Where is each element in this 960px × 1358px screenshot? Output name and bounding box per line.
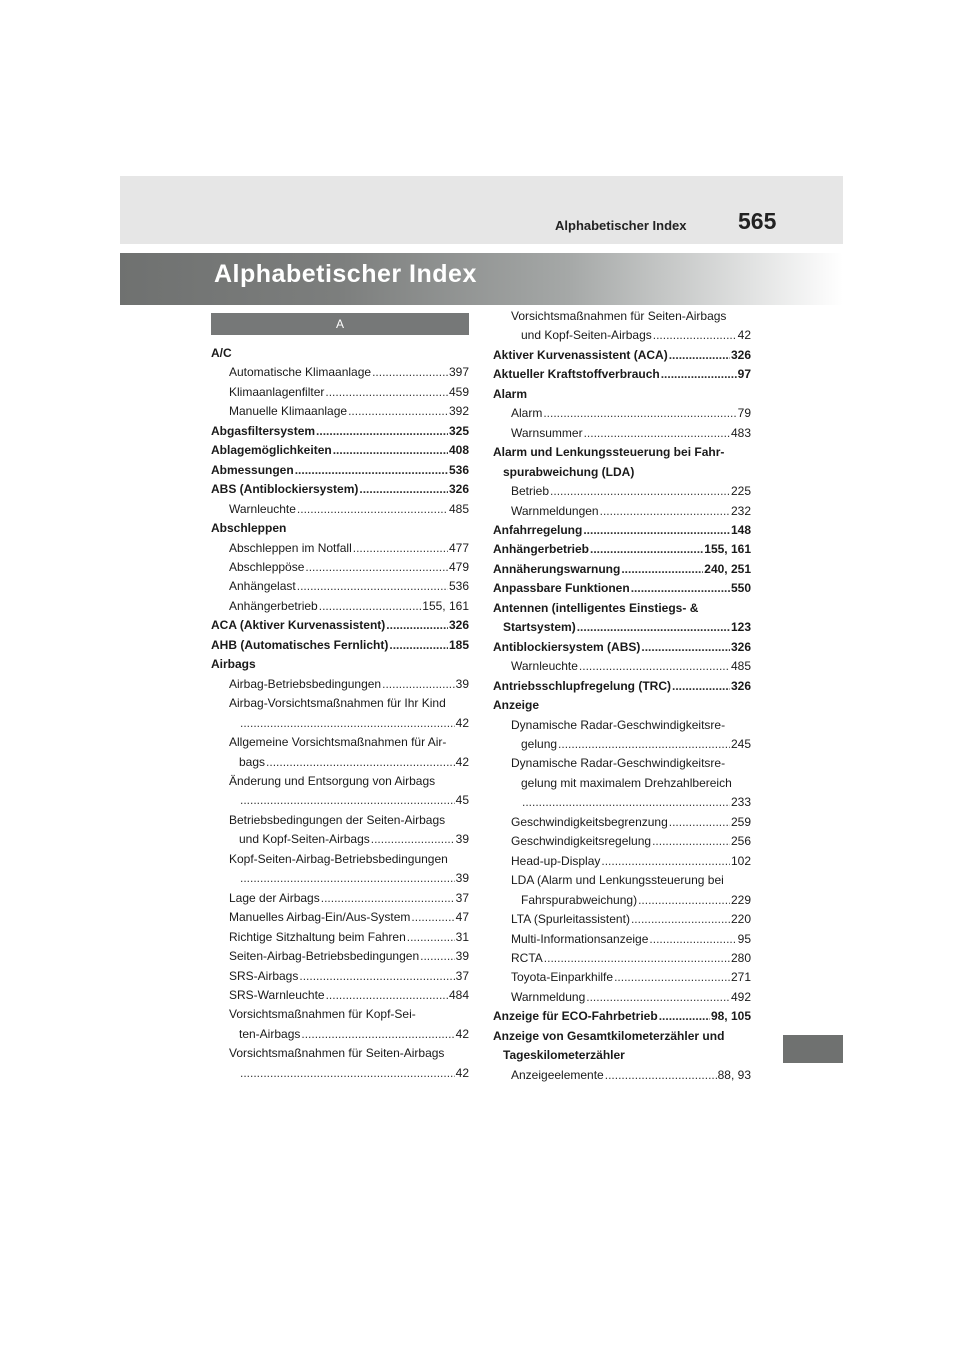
index-entry [211,402,469,421]
index-entry-label: Lage der Airbags [229,890,320,905]
index-entry: Vorsichtsmaßnahmen für Seiten-Airbags [229,1046,445,1061]
index-entry-label: Antriebsschlupfregelung (TRC) [493,678,672,693]
index-entry-label: AHB (Automatisches Fernlicht) [211,637,389,652]
page-number: 565 [738,208,777,234]
leader-dots [579,657,730,676]
index-entry-label: Anhängerbetrieb [229,598,318,613]
index-entry [493,813,751,832]
index-entry-label: Anzeigeelemente [511,1067,604,1082]
index-entry [211,753,469,772]
index-entry [493,657,751,676]
index-entry-label: Geschwindigkeitsbegrenzung [511,814,668,829]
leader-dots [641,638,730,657]
leader-dots [621,560,703,579]
header-bar [120,176,843,244]
index-entry [211,986,469,1005]
index-entry-page: 95 [737,931,751,946]
index-entry: gelung mit maximalem Drehzahlbereich [521,775,732,790]
index-entry [211,675,469,694]
leader-dots [333,441,448,460]
index-entry-page: 42 [455,1026,469,1041]
index-entry-label: Anfahrregelung [493,522,583,537]
index-entry [211,480,469,499]
index-entry-page: 245 [730,736,751,751]
index-entry [493,638,751,657]
index-entry [493,735,751,754]
index-entry-page: 225 [730,484,751,499]
index-entry: Dynamische Radar-Geschwindigkeitsre- [511,756,726,771]
index-entry-label: und Kopf-Seiten-Airbags [521,328,652,343]
leader-dots [389,636,448,655]
index-entry-label: Betrieb [511,484,550,499]
leader-dots [601,852,730,871]
index-entry-label: Aktiver Kurvenassistent (ACA) [493,347,668,362]
index-entry: Allgemeine Vorsichtsmaßnahmen für Air- [229,735,447,750]
index-entry [211,636,469,655]
index-entry-page: 155, 161 [704,542,751,557]
index-entry [493,1007,751,1026]
leader-dots [266,753,455,772]
page-title: Alphabetischer Index [214,260,477,288]
index-entry-label: Abgasfiltersystem [211,423,316,438]
index-entry-page: 280 [730,950,751,965]
index-entry [211,889,469,908]
index-entry [493,579,751,598]
leader-dots [669,346,730,365]
index-entry [211,791,469,810]
index-entry-page: 550 [730,581,751,596]
leader-dots [297,500,448,519]
index-entry [211,422,469,441]
index-entry: Antennen (intelligentes Einstiegs- & [493,600,699,615]
index-entry-page: 220 [730,912,751,927]
index-entry [211,1025,469,1044]
index-entry [493,482,751,501]
index-entry-page: 123 [730,620,751,635]
index-entry [211,908,469,927]
index-entry [493,1066,751,1085]
index-entry-page: 477 [448,540,469,555]
leader-dots [600,502,730,521]
index-entry-page: 240, 251 [704,561,751,576]
index-entry: Anzeige [493,698,540,713]
index-entry-page: 185 [448,637,469,652]
index-entry-label: Manuelles Airbag-Ein/Aus-System [229,910,411,925]
index-entry [211,461,469,480]
index-entry-page: 271 [730,970,751,985]
leader-dots [649,930,736,949]
index-entry-page: 47 [455,910,469,925]
index-entry-page: 37 [455,890,469,905]
index-entry [211,928,469,947]
index-entry-label: Anhängerbetrieb [493,542,590,557]
index-entry [211,1064,469,1083]
index-entry-page: 155, 161 [422,598,469,613]
index-entry-page: 259 [730,814,751,829]
index-entry [211,577,469,596]
index-entry-label: ABS (Antiblockiersystem) [211,482,359,497]
leader-dots [295,461,448,480]
index-entry-page: 397 [448,365,469,380]
index-entry: Tageskilometerzähler [503,1048,625,1063]
index-entry-label: Ablagemöglichkeiten [211,443,332,458]
leader-dots [319,597,422,616]
index-entry-page: 39 [455,871,469,886]
index-entry [493,891,751,910]
index-entry [493,930,751,949]
leader-dots [544,949,730,968]
index-entry-page: 232 [730,503,751,518]
index-entry-page: 42 [455,754,469,769]
index-entry-page: 256 [730,834,751,849]
index-entry [211,830,469,849]
index-entry: Änderung und Entsorgung von Airbags [229,773,436,788]
index-entry-label: RCTA [511,950,543,965]
index-entry-page: 326 [448,618,469,633]
leader-dots [669,813,730,832]
leader-dots [372,363,448,382]
index-entry-page: 39 [455,832,469,847]
leader-dots [605,1066,717,1085]
leader-dots [659,1007,710,1026]
index-entry [211,967,469,986]
index-entry-label: Anzeige für ECO-Fahrbetrieb [493,1009,658,1024]
leader-dots [631,579,730,598]
index-entry [211,539,469,558]
leader-dots [558,735,730,754]
leader-dots [653,326,737,345]
index-entry-page: 42 [455,1065,469,1080]
index-entry: Airbag-Vorsichtsmaßnahmen für Ihr Kind [229,696,446,711]
index-entry [493,326,751,345]
leader-dots [353,539,448,558]
index-entry [493,949,751,968]
leader-dots [407,928,455,947]
index-entry-page: 39 [455,949,469,964]
index-column-right [493,307,751,1085]
leader-dots [586,988,730,1007]
index-entry-label: Anhängelast [229,579,296,594]
leader-dots [386,616,448,635]
leader-dots [577,618,730,637]
index-entry: Anzeige von Gesamtkilometerzähler und [493,1028,725,1043]
index-entry-label: Multi-Informationsanzeige [511,931,649,946]
index-entry-label: Manuelle Klimaanlage [229,404,348,419]
index-entry [211,441,469,460]
leader-dots [321,889,455,908]
index-entry-page: 536 [448,579,469,594]
index-entry-label: Warnleuchte [229,501,296,516]
index-entry-label: Seiten-Airbag-Betriebsbedingungen [229,949,420,964]
index-entry-page: 392 [448,404,469,419]
index-entry-label: Anpassbare Funktionen [493,581,630,596]
index-entry: Airbags [211,657,256,672]
index-entry-label: Airbag-Betriebsbedingungen [229,676,382,691]
index-entry: Betriebsbedingungen der Seiten-Airbags [229,812,446,827]
leader-dots [522,793,730,812]
index-entry-page: 42 [737,328,751,343]
leader-dots [584,424,730,443]
index-entry-label: Alarm [511,406,543,421]
index-entry: LDA (Alarm und Lenkungssteuerung bei [511,873,724,888]
index-entry: Vorsichtsmaßnahmen für Seiten-Airbags [511,309,727,323]
index-entry-page: 233 [730,795,751,810]
index-entry [211,597,469,616]
leader-dots [631,910,730,929]
index-entry: Alarm und Lenkungssteuerung bei Fahr- [493,445,725,460]
index-entry: Abschleppen [211,521,287,536]
index-entry-label: Aktueller Kraftstoffverbrauch [493,367,660,382]
index-entry-label: Warnsummer [511,425,583,440]
index-entry-label: Warnleuchte [511,659,578,674]
index-entry-page: 485 [448,501,469,516]
index-entry-page: 42 [455,715,469,730]
index-entry-label: Antiblockiersystem (ABS) [493,639,641,654]
index-entry [493,424,751,443]
leader-dots [543,404,736,423]
index-entry-page: 479 [448,559,469,574]
index-entry [493,910,751,929]
index-entry [211,363,469,382]
index-entry [493,404,751,423]
index-entry-page: 536 [448,462,469,477]
leader-dots [316,422,448,441]
index-entry-page: 492 [730,989,751,1004]
index-entry-page: 326 [730,639,751,654]
index-entry-page: 39 [455,676,469,691]
index-entry-label: ten-Airbags [239,1026,301,1041]
index-entry-page: 102 [730,853,751,868]
index-entry-page: 326 [730,678,751,693]
index-entry [211,383,469,402]
index-entry [211,500,469,519]
index-entry [493,618,751,637]
index-entry-label: SRS-Airbags [229,968,299,983]
index-entry-label: Abschleppöse [229,559,305,574]
leader-dots [614,968,730,987]
index-entry-page: 31 [455,929,469,944]
index-entry-page: 37 [455,968,469,983]
leader-dots [550,482,730,501]
leader-dots [652,832,730,851]
leader-dots [305,558,448,577]
leader-dots [672,677,730,696]
index-entry-page: 408 [448,443,469,458]
index-entry [211,616,469,635]
index-entry-label: Toyota-Einparkhilfe [511,970,614,985]
index-entry-label: Abschleppen im Notfall [229,540,352,555]
index-entry-page: 325 [448,423,469,438]
index-entry [211,714,469,733]
index-entry [493,560,751,579]
index-entry-label: gelung [521,736,558,751]
leader-dots [420,947,455,966]
leader-dots [382,675,455,694]
index-entry-label: Annäherungswarnung [493,561,621,576]
index-entry-page: 45 [455,793,469,808]
index-entry-label: Geschwindigkeitsregelung [511,834,652,849]
index-entry-label: SRS-Warnleuchte [229,987,325,1002]
leader-dots [297,577,448,596]
leader-dots [583,521,730,540]
thumb-index-tab [783,1035,843,1063]
index-entry [493,502,751,521]
index-entry-label: LTA (Spurleitassistent) [511,912,630,927]
index-entry-label: Warnmeldung [511,989,586,1004]
index-entry-label: Automatische Klimaanlage [229,365,372,380]
index-entry-label: Startsystem) [503,620,576,635]
index-entry [211,869,469,888]
index-entry-label: Klimaanlagenfilter [229,384,325,399]
index-entry-page: 326 [730,347,751,362]
index-entry [493,968,751,987]
leader-dots [301,1025,454,1044]
leader-dots [411,908,454,927]
leader-dots [325,383,448,402]
leader-dots [240,714,455,733]
index-entry: Dynamische Radar-Geschwindigkeitsre- [511,717,726,732]
index-entry [493,521,751,540]
leader-dots [661,365,737,384]
index-entry: Kopf-Seiten-Airbag-Betriebsbedingungen [229,851,448,866]
leader-dots [590,540,703,559]
running-header: Alphabetischer Index [555,218,687,233]
index-entry-page: 79 [737,406,751,421]
index-entry [211,558,469,577]
index-entry [493,346,751,365]
index-entry-page: 98, 105 [710,1009,751,1024]
index-entry-label: Abmessungen [211,462,294,477]
index-entry-page: 484 [448,987,469,1002]
index-entry-page: 459 [448,384,469,399]
index-entry: Vorsichtsmaßnahmen für Kopf-Sei- [229,1007,416,1022]
index-entry-label: bags [239,754,266,769]
index-entry-label: Richtige Sitzhaltung beim Fahren [229,929,406,944]
leader-dots [299,967,454,986]
index-entry [493,540,751,559]
index-entry: A/C [211,346,232,360]
index-column-left [211,344,469,1083]
index-entry-page: 483 [730,425,751,440]
index-entry [493,677,751,696]
index-entry [211,947,469,966]
index-entry [493,365,751,384]
index-entry-page: 485 [730,659,751,674]
index-entry: Alarm [493,386,528,401]
index-entry-label: und Kopf-Seiten-Airbags [239,832,370,847]
index-entry-label: Fahrspurabweichung) [521,892,638,907]
index-entry-label: ACA (Aktiver Kurvenassistent) [211,618,386,633]
leader-dots [326,986,448,1005]
leader-dots [359,480,448,499]
section-letter-bar: A [211,313,469,335]
index-entry: spurabweichung (LDA) [503,464,635,479]
leader-dots [638,891,730,910]
index-entry-page: 229 [730,892,751,907]
index-entry-page: 97 [737,367,751,382]
index-entry [493,988,751,1007]
leader-dots [240,1064,455,1083]
index-entry-page: 88, 93 [717,1067,751,1082]
leader-dots [371,830,455,849]
leader-dots [240,869,455,888]
leader-dots [348,402,448,421]
leader-dots [240,791,455,810]
index-entry-page: 148 [730,522,751,537]
index-entry-label: Warnmeldungen [511,503,599,518]
index-entry-page: 326 [448,482,469,497]
index-entry [493,832,751,851]
index-entry-label: Head-up-Display [511,853,601,868]
index-entry [493,793,751,812]
index-entry [493,852,751,871]
